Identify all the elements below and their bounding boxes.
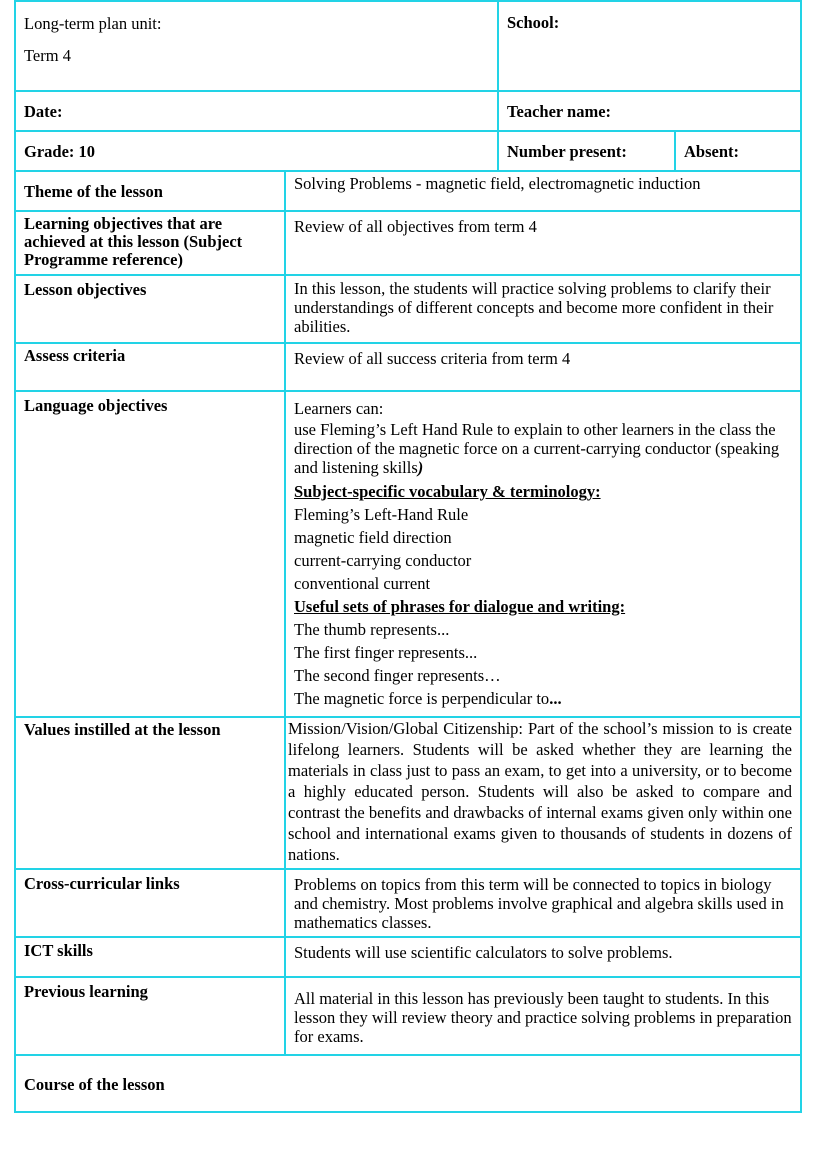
vocab-item: Fleming’s Left-Hand Rule — [294, 505, 469, 524]
teacher-label: Teacher name: — [507, 102, 612, 121]
vocab-heading: Subject-specific vocabulary & terminology: — [294, 482, 601, 501]
row-course — [16, 1056, 800, 1113]
row-plan-unit — [16, 2, 800, 92]
row-theme — [16, 172, 800, 212]
language-objectives-label: Language objectives — [24, 396, 168, 415]
theme-value: Solving Problems - magnetic field, electromagnetic induction — [294, 174, 701, 193]
language-description-text: use Fleming’s Left Hand Rule to explain to other learners in the class the direction of the magnetic force on a current-carrying conductor (speaking and listening skills — [294, 420, 780, 477]
cross-curricular-value-cell — [286, 870, 800, 936]
row-lesson-objectives — [16, 276, 800, 344]
row-grade — [16, 132, 800, 172]
cross-curricular-value: Problems on topics from this term will be connected to topics in biology and chemistry. Most problems involve graphical and algebra skills used in mathematics classes. — [294, 875, 784, 932]
present-label: Number present: — [507, 142, 627, 161]
cross-curricular-label-cell — [16, 870, 286, 936]
present-cell — [499, 132, 676, 170]
grade-cell — [16, 132, 499, 170]
phrases-heading: Useful sets of phrases for dialogue and writing: — [294, 597, 626, 616]
date-label: Date: — [24, 102, 63, 121]
assess-criteria-label: Assess criteria — [24, 346, 126, 365]
course-cell — [16, 1056, 800, 1113]
lesson-objectives-label: Lesson objectives — [24, 280, 147, 299]
row-previous-learning — [16, 978, 800, 1056]
assess-criteria-label-cell — [16, 344, 286, 390]
previous-learning-value: All material in this lesson has previously been taught to students. In this lesson they will review theory and practice solving problems in preparation for exams. — [294, 989, 792, 1046]
course-label: Course of the lesson — [24, 1075, 165, 1094]
phrase-item: The thumb represents... — [294, 620, 450, 639]
phrase-item-last — [294, 687, 792, 710]
values-label: Values instilled at the lesson — [24, 720, 221, 739]
teacher-cell — [499, 92, 800, 130]
theme-value-cell — [286, 172, 800, 210]
ict-label-cell — [16, 938, 286, 976]
lesson-objectives-value: In this lesson, the students will practice solving problems to clarify their understandings of different concepts and become more confident in their abilities. — [294, 279, 774, 336]
vocab-item: magnetic field direction — [294, 528, 452, 547]
language-description-end: ) — [417, 458, 424, 477]
learning-objectives-label: Learning objectives that are achieved at this lesson (Subject Programme reference) — [24, 214, 243, 269]
vocab-item: current-carrying conductor — [294, 551, 472, 570]
values-value-cell — [286, 718, 800, 868]
ict-value: Students will use scientific calculators to solve problems. — [294, 943, 673, 962]
plan-unit-cell — [16, 2, 499, 90]
ict-label: ICT skills — [24, 941, 93, 960]
learning-objectives-label-cell — [16, 212, 286, 274]
language-description — [294, 420, 792, 477]
learning-objectives-value: Review of all objectives from term 4 — [294, 217, 537, 236]
ict-value-cell — [286, 938, 800, 976]
previous-learning-label: Previous learning — [24, 982, 148, 1001]
row-assess-criteria — [16, 344, 800, 392]
absent-label: Absent: — [684, 142, 740, 161]
row-cross-curricular — [16, 870, 800, 938]
values-label-cell — [16, 718, 286, 868]
plan-unit-value: Term 4 — [24, 46, 71, 65]
lesson-plan-table — [14, 0, 802, 1113]
last-phrase-end: ... — [549, 689, 562, 708]
phrase-item: The second finger represents… — [294, 666, 501, 685]
language-objectives-value-cell — [286, 392, 800, 716]
language-objectives-label-cell — [16, 392, 286, 716]
assess-criteria-value-cell — [286, 344, 800, 390]
assess-criteria-value: Review of all success criteria from term 4 — [294, 349, 571, 368]
values-value: Mission/Vision/Global Citizenship: Part of the school’s mission to is create lifelong learners. Students will be asked whether they are learning the materials in class just to pass an exam, to get into a university, or to become a highly educated person. Students will also be asked to compare and contrast the benefits and drawbacks of internal exams given only within one school and international exams given to thousands of students in dozens of nations. — [288, 719, 792, 864]
date-cell — [16, 92, 499, 130]
vocab-item: conventional current — [294, 574, 431, 593]
last-phrase-text: The magnetic force is perpendicular to — [294, 689, 550, 708]
cross-curricular-label: Cross-curricular links — [24, 874, 180, 893]
lesson-objectives-value-cell — [286, 276, 800, 342]
school-cell — [499, 2, 800, 90]
phrase-item: The first finger represents... — [294, 643, 478, 662]
row-language-objectives — [16, 392, 800, 718]
school-label: School: — [507, 13, 560, 32]
theme-label: Theme of the lesson — [24, 182, 163, 201]
theme-label-cell — [16, 172, 286, 210]
language-intro: Learners can: — [294, 399, 384, 418]
grade-label: Grade: 10 — [24, 142, 96, 161]
row-date — [16, 92, 800, 132]
lesson-objectives-label-cell — [16, 276, 286, 342]
previous-learning-value-cell — [286, 978, 800, 1054]
learning-objectives-value-cell — [286, 212, 800, 274]
row-ict — [16, 938, 800, 978]
row-values — [16, 718, 800, 870]
row-learning-objectives — [16, 212, 800, 276]
absent-cell — [676, 132, 800, 170]
previous-learning-label-cell — [16, 978, 286, 1054]
plan-unit-label: Long-term plan unit: — [24, 14, 162, 33]
